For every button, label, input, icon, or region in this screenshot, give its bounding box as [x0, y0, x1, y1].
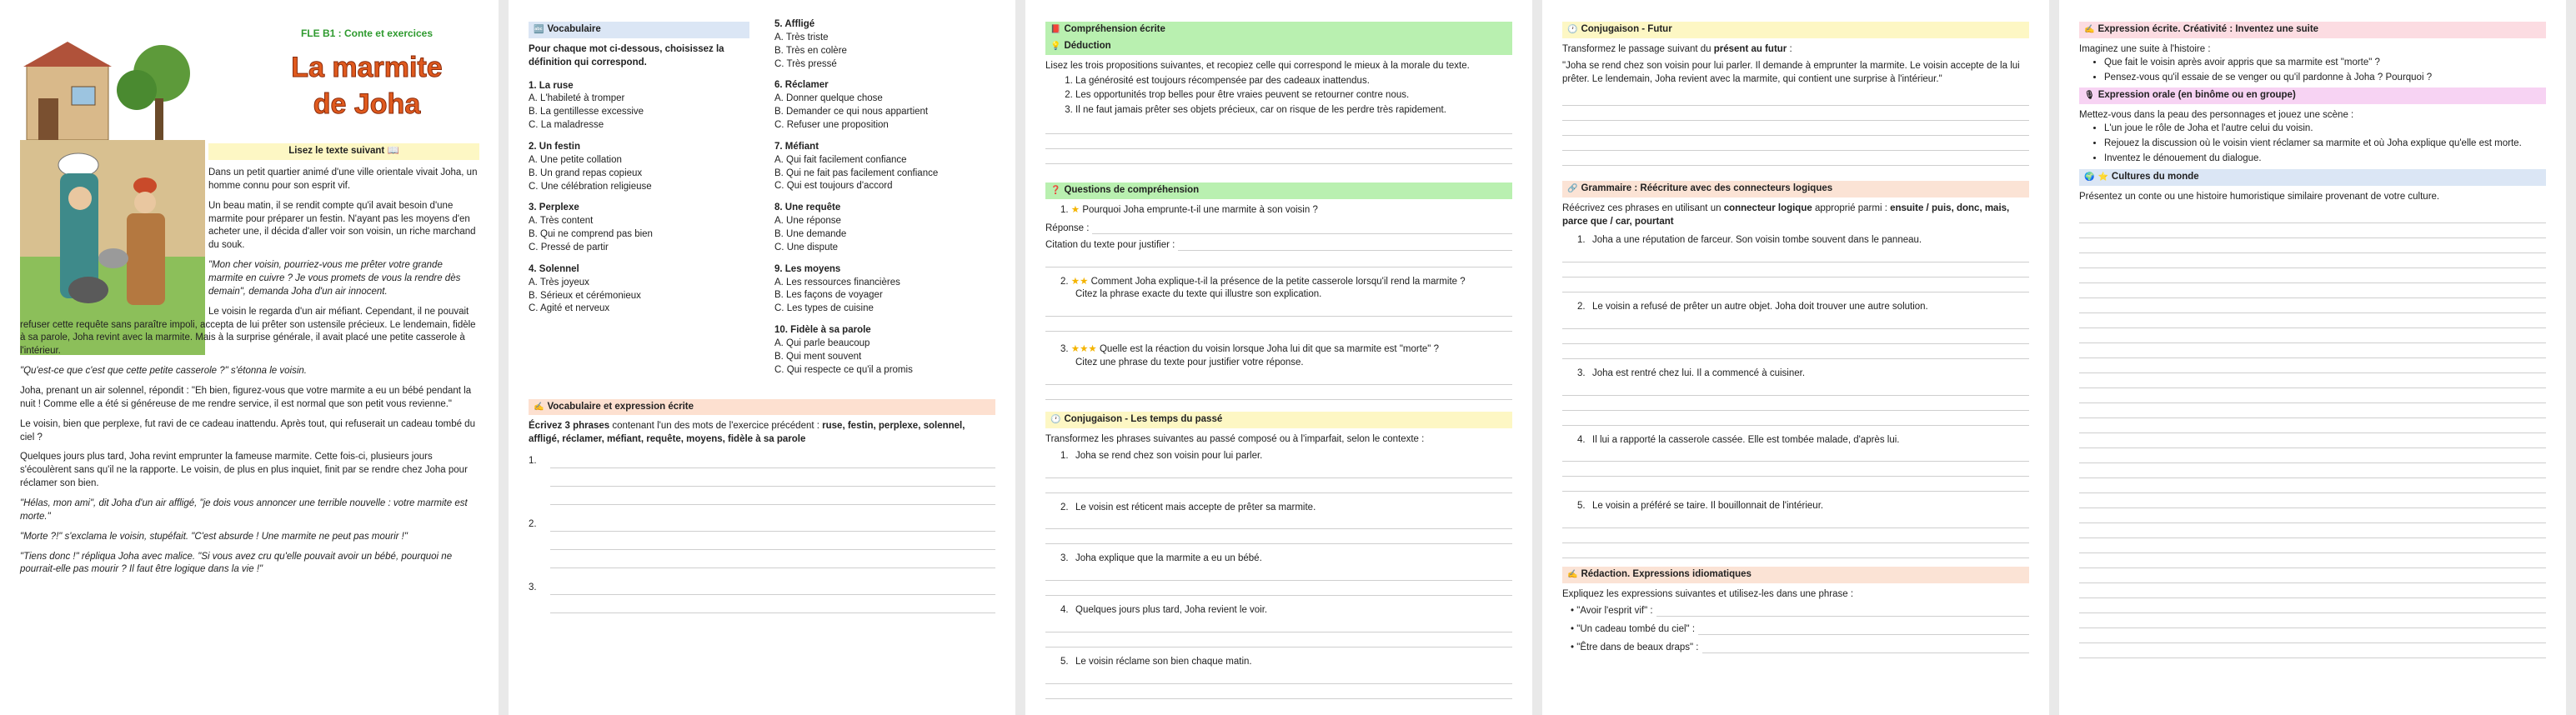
gram-instruction: Réécrivez ces phrases en utilisant un connecteur logique approprié parmi : ensuite / puis, donc, mais, parce que / car, pourtant	[1562, 203, 2010, 228]
vocab-option[interactable]: B. Les façons de voyager	[774, 290, 883, 301]
star-icon: ★★	[1070, 276, 1089, 287]
answer-line[interactable]	[2079, 223, 2546, 238]
vocab-item	[774, 263, 995, 316]
cultures-instruction: Présentez un conte ou une histoire humoristique similaire provenant de votre culture.	[2079, 191, 2440, 202]
answer-line[interactable]	[1562, 329, 2029, 344]
question-icon: ❓	[1050, 186, 1061, 196]
answer-line[interactable]	[1562, 136, 2029, 151]
vocab-word: 2. Un festin	[529, 142, 580, 152]
answer-line[interactable]	[2079, 508, 2546, 523]
answer-line[interactable]	[550, 468, 995, 487]
vocab-option[interactable]: C. Très pressé	[774, 58, 837, 69]
answer-line[interactable]	[2079, 433, 2546, 448]
answer-line[interactable]	[1045, 529, 1512, 544]
answer-line[interactable]	[1045, 478, 1512, 493]
vocab-option[interactable]: C. Les types de cuisine	[774, 303, 874, 314]
mic-icon: 🎙	[2084, 91, 2095, 101]
answer-line[interactable]	[2079, 283, 2546, 298]
vocab-word: 3. Perplexe	[529, 202, 579, 213]
answer-line[interactable]	[1045, 302, 1512, 317]
story-para-3: "Mon cher voisin, pourriez-vous me prêter votre grande marmite en cuivre ? Je vous promets de vous la rendre dès demain", demanda Joha d'un air innocent.	[208, 260, 461, 297]
vocab-option[interactable]: C. Refuser une proposition	[774, 120, 889, 131]
vocab-item	[774, 202, 995, 254]
answer-line[interactable]	[2079, 418, 2546, 433]
star-icon: ⭐	[2097, 172, 2108, 182]
bulb-icon: 💡	[1050, 41, 1061, 51]
story-para-4: Le voisin le regarda d'un air méfiant. Cependant, il ne pouvait refuser cette requête sans paraître impoli, accepta de lui prêter son ustensile précieux. Le lendemain, fidèle à sa parole, Joha revint avec la marmite. Mais à la surprise générale, il avait placé une petite casserole à l'intérieur.	[20, 306, 476, 357]
gram-item: 4. Il lui a rapporté la casserole cassée. Elle est tombée malade, d'après lui.	[1577, 434, 1900, 445]
page-2	[509, 0, 1015, 715]
answer-line[interactable]	[2079, 478, 2546, 493]
futur-passage: "Joha se rend chez son voisin pour lui parler. Il demande à emprunter la marmite. Le voisin accepte de la lui prêter. Le lendemain, Joha revient avec la marmite, qui contient une surprise à l'intérieur."	[1562, 60, 2020, 84]
conj-section-title: 🕐 Conjugaison - Les temps du passé	[1045, 412, 1512, 428]
vocab-item	[774, 79, 995, 132]
gram-item: 5. Le voisin a préféré se taire. Il bouillonnait de l'intérieur.	[1577, 501, 1824, 512]
page-3	[1025, 0, 1532, 715]
story-para-11: "Tiens donc !" répliqua Joha avec malice. "Si vous avez cru qu'elle pouvait avoir un bébé, pourquoi ne pourrait-elle pas mourir ? Il faut être logique dans la vie !"	[20, 551, 453, 575]
gram-item: 3. Joha est rentré chez lui. Il a commencé à cuisiner.	[1577, 368, 1806, 378]
answer-line[interactable]	[1045, 684, 1512, 699]
answer-line[interactable]	[2079, 583, 2546, 598]
deduction-instruction: Lisez les trois propositions suivantes, et recopiez celle qui correspond le mieux à la morale du texte.	[1045, 60, 1470, 71]
vocab-option[interactable]: A. Très joyeux	[529, 277, 589, 288]
vocab-option[interactable]: B. Très en colère	[774, 45, 847, 56]
answer-line[interactable]	[2079, 538, 2546, 553]
citation-label: Citation du texte pour justifier :	[1045, 239, 1175, 250]
redac-section-title: ✍ Rédaction. Expressions idiomatiques	[1562, 567, 2029, 583]
answer-line[interactable]	[1045, 514, 1512, 529]
answer-line[interactable]	[1562, 151, 2029, 166]
answer-line[interactable]	[1178, 239, 1512, 251]
vocab-option[interactable]: C. Agité et nerveux	[529, 303, 610, 314]
vocab-item	[529, 141, 749, 193]
clock-icon: 🕐	[1050, 415, 1061, 425]
pencil-icon: ✍	[2084, 25, 2095, 34]
orale-instruction: Mettez-vous dans la peau des personnages et jouez une scène :	[2079, 110, 2354, 121]
futur-section-title: 🕐 Conjugaison - Futur	[1562, 22, 2029, 38]
question-2-sub: Citez la phrase exacte du texte qui illustre son explication.	[1075, 289, 1322, 300]
vocab-instruction: Pour chaque mot ci-dessous, choisissez la définition qui correspond.	[529, 43, 724, 68]
answer-line[interactable]	[550, 517, 995, 532]
deduction-title: 💡 Déduction	[1045, 38, 1512, 55]
futur-instruction: Transformez le passage suivant du présent au futur :	[1562, 43, 1792, 54]
answer-line[interactable]	[1045, 134, 1512, 149]
vocab-option[interactable]: C. Une célébration religieuse	[529, 181, 652, 192]
answer-line[interactable]	[2079, 568, 2546, 583]
answer-line[interactable]	[550, 532, 995, 550]
answer-lines	[2079, 208, 2546, 658]
cultures-section-title: 🌍 ⭐ Cultures du monde	[2079, 169, 2546, 186]
gram-item: 2. Le voisin a refusé de prêter un autre objet. Joha doit trouver une autre solution.	[1577, 301, 1928, 312]
answer-line[interactable]	[1562, 381, 2029, 396]
answer-line[interactable]	[1698, 623, 2029, 635]
globe-icon: 🌍	[2084, 172, 2095, 182]
answer-line[interactable]	[2079, 328, 2546, 343]
orale-item: • L'un joue le rôle de Joha et l'autre celui du voisin.	[2104, 122, 2546, 136]
question-3-sub: Citez une phrase du texte pour justifier votre réponse.	[1075, 358, 1304, 368]
answer-line[interactable]	[1045, 632, 1512, 648]
story-para-10: "Morte ?!" s'exclama le voisin, stupéfait. "C'est absurde ! Une marmite ne peut pas mourir !"	[20, 531, 408, 542]
story-para-2: Un beau matin, il se rendit compte qu'il avait besoin d'une marmite pour préparer un festin. N'ayant pas les moyens d'en acheter une, il décida d'aller voir son voisin, un riche marchand du souk.	[208, 200, 476, 251]
story-para-5: "Qu'est-ce que c'est que cette petite casserole ?" s'étonna le voisin.	[20, 366, 307, 377]
answer-line[interactable]	[2079, 388, 2546, 403]
vocab-item	[774, 324, 995, 377]
bullet: •	[1571, 623, 1577, 634]
vocab-option[interactable]: A. Les ressources financières	[774, 277, 900, 288]
answer-line[interactable]	[1562, 314, 2029, 329]
vocab-word: 1. La ruse	[529, 80, 574, 91]
answer-line[interactable]	[1656, 605, 2029, 617]
story-para-8: Quelques jours plus tard, Joha revint emprunter la fameuse marmite. Cette fois-ci, plusieurs jours s'écoulèrent sans qu'il ne la rapporte. Le voisin, de plus en plus inquiet, finit par se rendre chez Joha pour réclamer son bien.	[20, 452, 468, 489]
expr-instruction: Écrivez 3 phrases contenant l'un des mots de l'exercice précédent : ruse, festin, perplexe, solennel, affligé, réclamer, méfiant, requête, moyens, fidèle à sa parole	[529, 421, 965, 445]
orale-item: • Rejouez la discussion où le voisin vient réclamer sa marmite et où Joha explique qu'elle est morte.	[2104, 138, 2546, 151]
answer-line[interactable]	[2079, 403, 2546, 418]
answer-line[interactable]	[1045, 385, 1512, 400]
vocab-option[interactable]: C. La maladresse	[529, 120, 604, 131]
vocab-word: 5. Affligé	[774, 19, 815, 29]
expr-answer-block	[529, 453, 995, 613]
vocab-option[interactable]: C. Qui respecte ce qu'il a promis	[774, 364, 913, 375]
gram-section-title: 🔗 Grammaire : Réécriture avec des connecteurs logiques	[1562, 181, 2029, 198]
answer-line[interactable]	[1045, 149, 1512, 164]
answer-line[interactable]	[1562, 543, 2029, 558]
deduction-item: 3. Il ne faut jamais prêter ses objets précieux, car on risque de les perdre très rapidement.	[1075, 104, 1512, 118]
answer-line[interactable]	[1562, 447, 2029, 462]
vocab-option[interactable]: B. Qui ne comprend pas bien	[529, 229, 653, 240]
question-1: 1. ★ Pourquoi Joha emprunte-t-il une marmite à son voisin ?	[1060, 205, 1318, 216]
answer-line[interactable]	[2079, 613, 2546, 628]
ecrite-item: • Pensez-vous qu'il essaie de se venger ou qu'il pardonne à Joha ? Pourquoi ?	[2104, 72, 2546, 85]
vocab-option[interactable]: A. Une petite collation	[529, 154, 622, 165]
answer-line[interactable]	[1702, 642, 2030, 653]
book-icon: 📖	[387, 146, 399, 156]
answer-line[interactable]	[1045, 463, 1512, 478]
answer-line[interactable]	[1562, 462, 2029, 477]
link-icon: 🔗	[1567, 184, 1578, 194]
vocab-option[interactable]: A. Très triste	[774, 32, 829, 42]
answer-line[interactable]	[1562, 121, 2029, 136]
answer-line[interactable]	[550, 580, 995, 595]
answer-line[interactable]	[2079, 298, 2546, 313]
level-tag: FLE B1 : Conte et exercices	[300, 28, 434, 39]
vocab-option[interactable]: B. La gentillesse excessive	[529, 107, 644, 118]
deduction-item: 1. La générosité est toujours récompensée par des cadeaux inattendus.	[1075, 75, 1512, 88]
vocab-item	[774, 18, 995, 71]
gram-list	[1562, 234, 2029, 558]
answer-line[interactable]	[2079, 208, 2546, 223]
page-5	[2059, 0, 2566, 715]
questions-title: ❓ Questions de compréhension	[1045, 182, 1512, 199]
answer-line[interactable]	[2079, 253, 2546, 268]
answer-line[interactable]	[1562, 477, 2029, 492]
redac-list	[1562, 605, 2029, 655]
answer-line[interactable]	[2079, 238, 2546, 253]
answer-line[interactable]	[1045, 119, 1512, 134]
answer-line[interactable]	[1045, 370, 1512, 385]
orale-item: • Inventez le dénouement du dialogue.	[2104, 152, 2546, 166]
page-1	[0, 0, 499, 715]
ecrite-section-title: ✍ Expression écrite. Créativité : Inventez une suite	[2079, 22, 2546, 38]
answer-line[interactable]	[550, 453, 995, 468]
answer-line[interactable]	[1045, 618, 1512, 632]
answer-line[interactable]	[2079, 628, 2546, 643]
answer-line[interactable]	[2079, 463, 2546, 478]
answer-line[interactable]	[2079, 343, 2546, 358]
conj-instruction: Transformez les phrases suivantes au passé composé ou à l'imparfait, selon le contexte :	[1045, 433, 1425, 444]
deduction-list	[1075, 75, 1512, 118]
vocab-option[interactable]: C. Une dispute	[774, 242, 839, 252]
redac-item: "Avoir l'esprit vif" :	[1576, 606, 1653, 617]
answer-line[interactable]	[1045, 566, 1512, 581]
vocab-word: 7. Méfiant	[774, 141, 819, 152]
story-para-7: Le voisin, bien que perplexe, fut ravi de ce cadeau inattendu. Après tout, qui refuserait un cadeau tombé du ciel ?	[20, 418, 475, 442]
story-para-1: Dans un petit quartier animé d'une ville orientale vivait Joha, un homme connu pour son esprit vif.	[208, 168, 478, 191]
answer-line[interactable]	[1562, 278, 2029, 292]
answer-line[interactable]	[550, 550, 995, 568]
conj-item: 2. Le voisin est réticent mais accepte de prêter sa marmite.	[1060, 502, 1316, 512]
answer-line[interactable]	[2079, 373, 2546, 388]
orale-list	[2104, 122, 2546, 166]
vocab-option[interactable]: A. L'habileté à tromper	[529, 93, 625, 104]
answer-line[interactable]	[1045, 317, 1512, 332]
abc-icon: 🔤	[534, 25, 544, 34]
ecrite-item: • Que fait le voisin après avoir appris que sa marmite est "morte" ?	[2104, 57, 2546, 70]
vocab-item	[529, 263, 749, 316]
answer-line[interactable]	[2079, 523, 2546, 538]
page-4	[1542, 0, 2049, 715]
clock-icon: 🕐	[1567, 25, 1578, 34]
answer-line[interactable]	[1562, 91, 2029, 106]
vocab-option[interactable]: B. Qui ment souvent	[774, 351, 862, 362]
story-para-9: "Hélas, mon ami", dit Joha d'un air affligé, "je dois vous annoncer une terrible nouvelle : votre marmite est morte."	[20, 498, 468, 522]
answer-line[interactable]	[2079, 268, 2546, 283]
answer-line[interactable]	[1562, 513, 2029, 528]
story	[20, 167, 479, 583]
vocab-right-list	[774, 18, 995, 378]
answer-line[interactable]	[1562, 248, 2029, 262]
page-title-line2: de Joha	[313, 88, 421, 120]
book-icon: 📕	[1050, 25, 1061, 34]
vocab-option[interactable]: B. Sérieux et cérémonieux	[529, 290, 641, 301]
vocab-item	[529, 202, 749, 254]
pencil-icon: ✍	[1567, 570, 1578, 580]
answer-line[interactable]	[1092, 222, 1512, 234]
expr-num-2: 2.	[529, 519, 537, 530]
answer-line[interactable]	[1562, 411, 2029, 426]
expr-section-title: ✍ Vocabulaire et expression écrite	[529, 399, 995, 416]
redac-item: "Un cadeau tombé du ciel" :	[1576, 623, 1696, 634]
question-3: 3. ★★★ Quelle est la réaction du voisin lorsque Joha lui dit que sa marmite est "morte" ?	[1060, 344, 1439, 355]
bullet: •	[1571, 606, 1577, 617]
vocab-option[interactable]: C. Qui est toujours d'accord	[774, 181, 893, 192]
conj-item: 1. Joha se rend chez son voisin pour lui parler.	[1060, 450, 1263, 461]
answer-line[interactable]	[1562, 106, 2029, 121]
vocab-word: 8. Une requête	[774, 202, 841, 213]
redac-item: "Être dans de beaux draps" :	[1576, 642, 1699, 652]
vocab-word: 9. Les moyens	[774, 263, 841, 274]
conj-item: 3. Joha explique que la marmite a eu un bébé.	[1060, 553, 1262, 564]
expr-num-3: 3.	[529, 582, 537, 593]
vocab-option[interactable]: A. Donner quelque chose	[774, 93, 883, 104]
star-icon: ★★★	[1070, 344, 1097, 355]
expr-num-1: 1.	[529, 456, 537, 467]
answer-line[interactable]	[2079, 643, 2546, 658]
bullet: •	[1571, 642, 1577, 652]
question-2: 2. ★★ Comment Joha explique-t-il la présence de la petite casserole lorsqu'il rend la marmite ?	[1060, 276, 1466, 287]
answer-line[interactable]	[2079, 598, 2546, 613]
answer-line[interactable]	[550, 487, 995, 505]
vocab-word: 6. Réclamer	[774, 80, 829, 91]
story-para-6: Joha, prenant un air solennel, répondit : "Eh bien, figurez-vous que votre marmite a eu un bébé pendant la nuit ! Comme elle a été si généreuse de me rendre service, il est normal que son petit vous revienne."	[20, 386, 472, 409]
answer-line[interactable]	[2079, 358, 2546, 373]
vocab-left-list	[529, 80, 749, 317]
answer-line[interactable]	[1562, 262, 2029, 278]
comp-section-title: 📕 Compréhension écrite	[1045, 22, 1512, 38]
answer-line[interactable]	[1045, 252, 1512, 268]
answer-line[interactable]	[2079, 313, 2546, 328]
vocab-option[interactable]: A. Qui fait facilement confiance	[774, 154, 907, 165]
gram-item: 1. Joha a une réputation de farceur. Son voisin tombe souvent dans le panneau.	[1577, 235, 1922, 246]
vocab-option[interactable]: A. Qui parle beaucoup	[774, 338, 870, 349]
answer-line[interactable]	[2079, 448, 2546, 463]
answer-line[interactable]	[1562, 344, 2029, 359]
answer-line[interactable]	[550, 595, 995, 613]
answer-line[interactable]	[2079, 553, 2546, 568]
answer-line[interactable]	[1562, 396, 2029, 411]
read-prompt: Lisez le texte suivant 📖	[208, 143, 479, 160]
vocab-option[interactable]: C. Pressé de partir	[529, 242, 609, 253]
vocab-option[interactable]: B. Une demande	[774, 229, 847, 240]
answer-line[interactable]	[1045, 581, 1512, 596]
reponse-label: Réponse :	[1045, 222, 1090, 233]
orale-section-title: 🎙 Expression orale (en binôme ou en groupe)	[2079, 88, 2546, 104]
vocab-option[interactable]: B. Qui ne fait pas facilement confiance	[774, 168, 939, 178]
vocab-item	[774, 141, 995, 193]
conj-item: 5. Le voisin réclame son bien chaque matin.	[1060, 657, 1252, 668]
conj-list	[1045, 450, 1512, 699]
vocab-option[interactable]: A. Très content	[529, 216, 594, 227]
vocab-section-title: 🔤 Vocabulaire	[529, 22, 749, 38]
answer-line[interactable]	[1045, 669, 1512, 684]
ecrite-instruction: Imaginez une suite à l'histoire :	[2079, 43, 2211, 54]
star-icon: ★	[1070, 205, 1080, 216]
vocab-option[interactable]: B. Un grand repas copieux	[529, 168, 643, 178]
page-title-line1: La marmite	[291, 51, 443, 83]
deduction-item: 2. Les opportunités trop belles pour être vraies peuvent se retourner contre nous.	[1075, 89, 1512, 102]
vocab-item	[529, 80, 749, 132]
vocab-option[interactable]: B. Demander ce qui nous appartient	[774, 107, 929, 118]
redac-instruction: Expliquez les expressions suivantes et utilisez-les dans une phrase :	[1562, 589, 1854, 600]
vocab-option[interactable]: A. Une réponse	[774, 216, 841, 227]
conj-item: 4. Quelques jours plus tard, Joha revient le voir.	[1060, 605, 1268, 616]
ecrite-list	[2104, 57, 2546, 85]
answer-line[interactable]	[1562, 528, 2029, 543]
vocab-word: 4. Solennel	[529, 263, 579, 274]
answer-line[interactable]	[2079, 493, 2546, 508]
vocab-word: 10. Fidèle à sa parole	[774, 325, 871, 336]
pencil-icon: ✍	[534, 402, 544, 412]
